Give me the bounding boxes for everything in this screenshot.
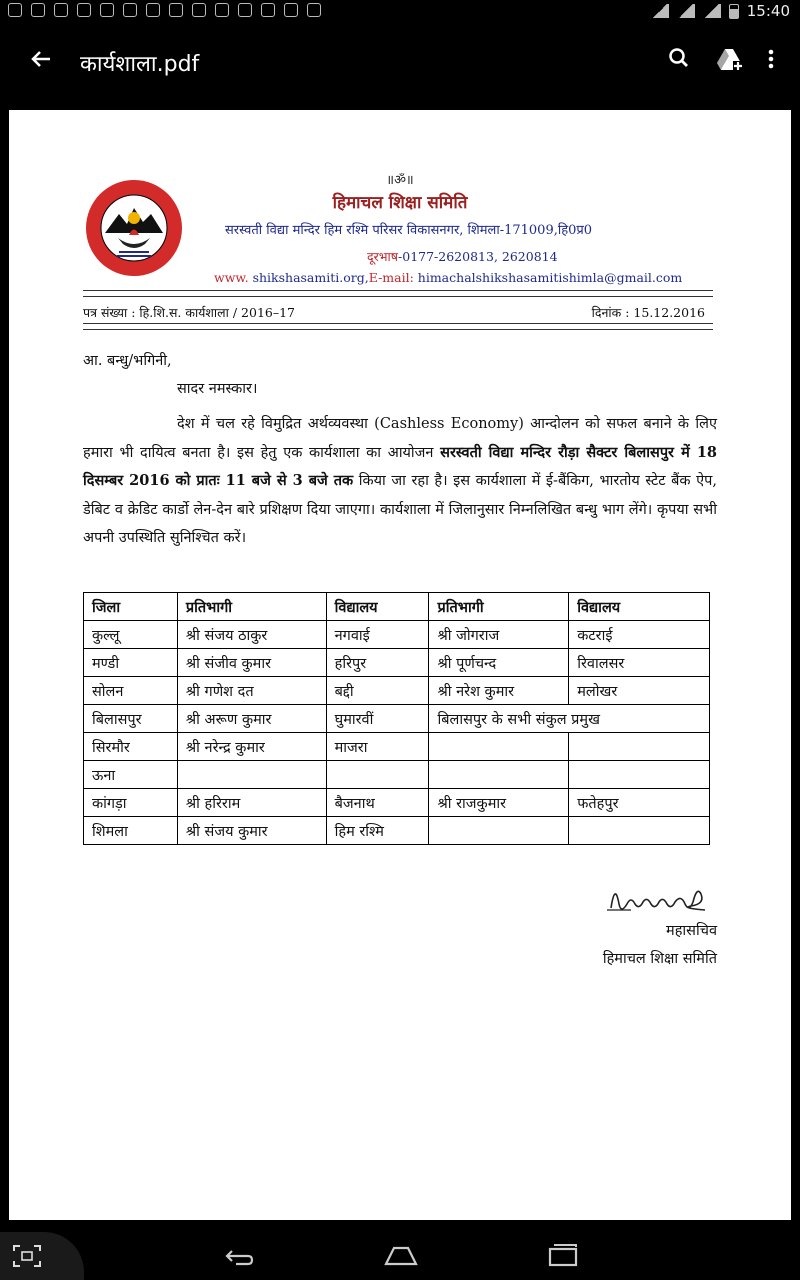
document-title: कार्यशाला.pdf xyxy=(80,52,200,77)
table-row xyxy=(84,817,710,845)
table-row xyxy=(84,705,710,733)
notification-icon xyxy=(54,3,68,17)
table-cell xyxy=(569,761,710,789)
table-cell xyxy=(177,761,326,789)
greeting: सादर नमस्कार। xyxy=(177,381,258,397)
divider xyxy=(83,323,713,330)
body-paragraph xyxy=(83,410,717,553)
phone-line xyxy=(367,248,558,265)
table-row xyxy=(84,621,710,649)
signatory-designation: महासचिव xyxy=(666,923,717,939)
phone-numbers: -0177-2620813, 2620814 xyxy=(398,249,558,264)
clock: 15:40 xyxy=(746,2,790,20)
column-header: विद्यालय xyxy=(326,593,429,621)
table-cell: श्री संजय ठाकुर xyxy=(177,621,326,649)
nav-home-icon[interactable] xyxy=(384,1242,418,1268)
notification-icon xyxy=(238,3,252,17)
paragraph-text: देश में चल रहे विमुद्रित अर्थव्यवस्था (Cashless Economy) आन्दोलन को सफल बनाने के लिए हमारा भी दायित्व बनता है। इस हेतु एक कार्यशाला का आयोजन xyxy=(83,416,717,461)
table-cell: मण्डी xyxy=(84,649,178,677)
table-cell: श्री जोगराज xyxy=(429,621,569,649)
table-cell: सिरमौर xyxy=(84,733,178,761)
notification-icon xyxy=(284,3,298,17)
notification-icon xyxy=(261,3,275,17)
column-header: विद्यालय xyxy=(569,593,710,621)
navigation-bar xyxy=(0,1232,800,1280)
app-bar xyxy=(0,24,800,100)
table-cell: श्री संजय कुमार xyxy=(177,817,326,845)
table-row xyxy=(84,677,710,705)
table-cell: माजरा xyxy=(326,733,429,761)
email: himachalshikshasamitishimla@gmail.com xyxy=(413,270,683,285)
status-bar xyxy=(0,0,800,24)
table-cell: श्री नरेन्द्र कुमार xyxy=(177,733,326,761)
add-to-drive-icon[interactable] xyxy=(714,44,744,74)
paragraph-text: किया जा रहा है। इस कार्यशाला में ई-बैंकिग, भारतोय स्टेट बैंक ऐप, डेबिट व क्रेडिट कार्डो लेन-देन बारे प्रशिक्षण दिया जाएगा। कार्यशाला में जिलानुसार निम्नलिखित बन्धु भाग लेंगे। कृपया सभी अपनी उपस्थिति सुनिश्चित करें। xyxy=(83,473,717,546)
notification-icon xyxy=(146,3,160,17)
battery-icon xyxy=(729,4,739,19)
signal-icon xyxy=(703,4,721,18)
table-cell: बिलासपुर के सभी संकुल प्रमुख xyxy=(429,705,710,733)
pdf-page[interactable] xyxy=(9,110,791,1220)
notification-icon xyxy=(100,3,114,17)
table-cell: श्री गणेश दत xyxy=(177,677,326,705)
table-cell: ऊना xyxy=(84,761,178,789)
nav-back-icon[interactable] xyxy=(222,1244,256,1268)
participants-table xyxy=(83,592,710,845)
table-row xyxy=(84,789,710,817)
search-icon[interactable] xyxy=(664,44,694,74)
table-cell: कटराई xyxy=(569,621,710,649)
salutation: आ. बन्धु/भगिनी, xyxy=(83,353,172,369)
website: shikshasamiti.org, xyxy=(248,270,369,285)
letter-number: पत्र संख्या : हि.शि.स. कार्यशाला / 2016–17 xyxy=(83,305,296,320)
table-cell: श्री संजीव कुमार xyxy=(177,649,326,677)
notification-icon xyxy=(192,3,206,17)
table-row xyxy=(84,733,710,761)
table-cell: बद्दी xyxy=(326,677,429,705)
table-cell xyxy=(569,817,710,845)
table-cell: श्री अरूण कुमार xyxy=(177,705,326,733)
table-cell: बिलासपुर xyxy=(84,705,178,733)
table-row xyxy=(84,649,710,677)
notification-icon xyxy=(31,3,45,17)
web-email-line xyxy=(214,270,682,285)
notification-icon xyxy=(77,3,91,17)
om-symbol: ॥ॐ॥ xyxy=(386,173,414,188)
email-label: E-mail: xyxy=(368,270,414,285)
notification-icons xyxy=(8,3,321,17)
table-cell: श्री नरेश कुमार xyxy=(429,677,569,705)
organization-address: सरस्वती विद्या मन्दिर हिम रश्मि परिसर विकासनगर, शिमला-171009,हि0प्र0 xyxy=(225,223,593,238)
letter-date: दिनांक : 15.12.2016 xyxy=(591,305,705,320)
table-cell xyxy=(429,733,569,761)
table-cell: फतेहपुर xyxy=(569,789,710,817)
table-cell: श्री हरिराम xyxy=(177,789,326,817)
column-header: प्रतिभागी xyxy=(429,593,569,621)
table-cell: कांगड़ा xyxy=(84,789,178,817)
table-cell: श्री राजकुमार xyxy=(429,789,569,817)
table-cell: शिमला xyxy=(84,817,178,845)
table-cell: कुल्लू xyxy=(84,621,178,649)
column-header: प्रतिभागी xyxy=(177,593,326,621)
notification-icon xyxy=(169,3,183,17)
table-cell xyxy=(429,817,569,845)
phone-label: दूरभाष xyxy=(367,249,399,264)
notification-icon xyxy=(123,3,137,17)
signatory-organization: हिमाचल शिक्षा समिति xyxy=(602,951,717,967)
notification-icon xyxy=(8,3,22,17)
nav-recent-apps-icon[interactable] xyxy=(546,1242,580,1268)
organization-name: हिमाचल शिक्षा समिति xyxy=(332,193,468,213)
column-header: जिला xyxy=(84,593,178,621)
notification-icon xyxy=(215,3,229,17)
web-label: www. xyxy=(214,270,249,285)
more-options-icon[interactable] xyxy=(756,44,786,74)
table-cell: श्री पूर्णचन्द xyxy=(429,649,569,677)
notification-icon xyxy=(307,3,321,17)
event-details: सरस्वती विद्या मन्दिर रौड़ा सैक्टर बिलासपुर में 18 दिसम्बर 2016 को प्रातः 11 बजे से 3 बजे तक xyxy=(83,443,717,489)
table-cell: नगवाई xyxy=(326,621,429,649)
table-cell: बैजनाथ xyxy=(326,789,429,817)
wifi-icon xyxy=(651,4,669,18)
screenshot-tray xyxy=(0,1232,84,1280)
table-cell: हिम रश्मि xyxy=(326,817,429,845)
handwritten-signature xyxy=(601,874,713,922)
table-cell: सोलन xyxy=(84,677,178,705)
screenshot-icon[interactable] xyxy=(12,1244,42,1268)
signal-icon xyxy=(677,4,695,18)
letter xyxy=(9,110,791,1220)
table-cell: मलोखर xyxy=(569,677,710,705)
table-header-row xyxy=(84,593,710,621)
table-cell: हरिपुर xyxy=(326,649,429,677)
divider xyxy=(83,290,713,297)
table-cell: रिवालसर xyxy=(569,649,710,677)
back-arrow-icon[interactable] xyxy=(26,44,56,74)
table-cell: घुमारवीं xyxy=(326,705,429,733)
table-cell xyxy=(326,761,429,789)
table-row xyxy=(84,761,710,789)
table-cell xyxy=(429,761,569,789)
table-cell xyxy=(569,733,710,761)
